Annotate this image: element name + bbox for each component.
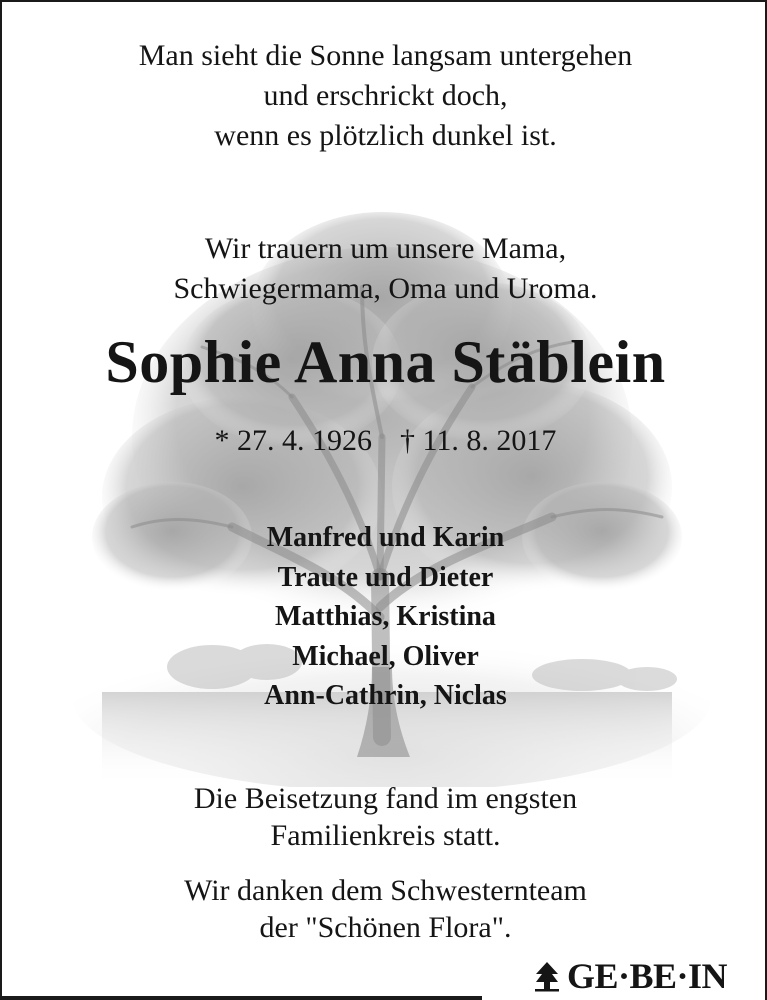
verse-line: und erschrickt doch, bbox=[263, 79, 508, 112]
family-line: Michael, Oliver bbox=[292, 640, 479, 672]
burial-note bbox=[2, 780, 767, 854]
intro-line: Schwiegermama, Oma und Uroma. bbox=[173, 272, 598, 305]
verse-line: wenn es plötzlich dunkel ist. bbox=[214, 119, 557, 152]
thanks-note bbox=[2, 872, 767, 946]
tree-logo-icon bbox=[533, 960, 561, 992]
death-date: † 11. 8. 2017 bbox=[400, 424, 557, 457]
verse bbox=[2, 36, 767, 156]
bottom-rule bbox=[2, 996, 482, 1000]
burial-line: Familienkreis statt. bbox=[270, 819, 501, 852]
family-line: Manfred und Karin bbox=[266, 522, 505, 553]
deceased-name: Sophie Anna Stäblein bbox=[105, 329, 666, 395]
thanks-line: Wir danken dem Schwesternteam bbox=[184, 874, 587, 907]
family-line: Matthias, Kristina bbox=[275, 601, 496, 632]
family-signatures bbox=[2, 518, 767, 716]
family-line: Ann-Cathrin, Niclas bbox=[264, 680, 507, 711]
birth-date: * 27. 4. 1926 bbox=[214, 424, 373, 457]
burial-line: Die Beisetzung fand im engsten bbox=[193, 782, 578, 815]
mourning-intro bbox=[2, 229, 767, 309]
thanks-line: der "Schönen Flora". bbox=[259, 911, 512, 944]
family-line: Traute und Dieter bbox=[277, 561, 494, 593]
verse-line: Man sieht die Sonne langsam untergehen bbox=[138, 39, 633, 72]
life-dates bbox=[2, 422, 767, 460]
publisher-logo bbox=[527, 956, 727, 996]
logo-text: GE·BE·IN bbox=[566, 956, 727, 996]
intro-line: Wir trauern um unsere Mama, bbox=[204, 232, 567, 265]
